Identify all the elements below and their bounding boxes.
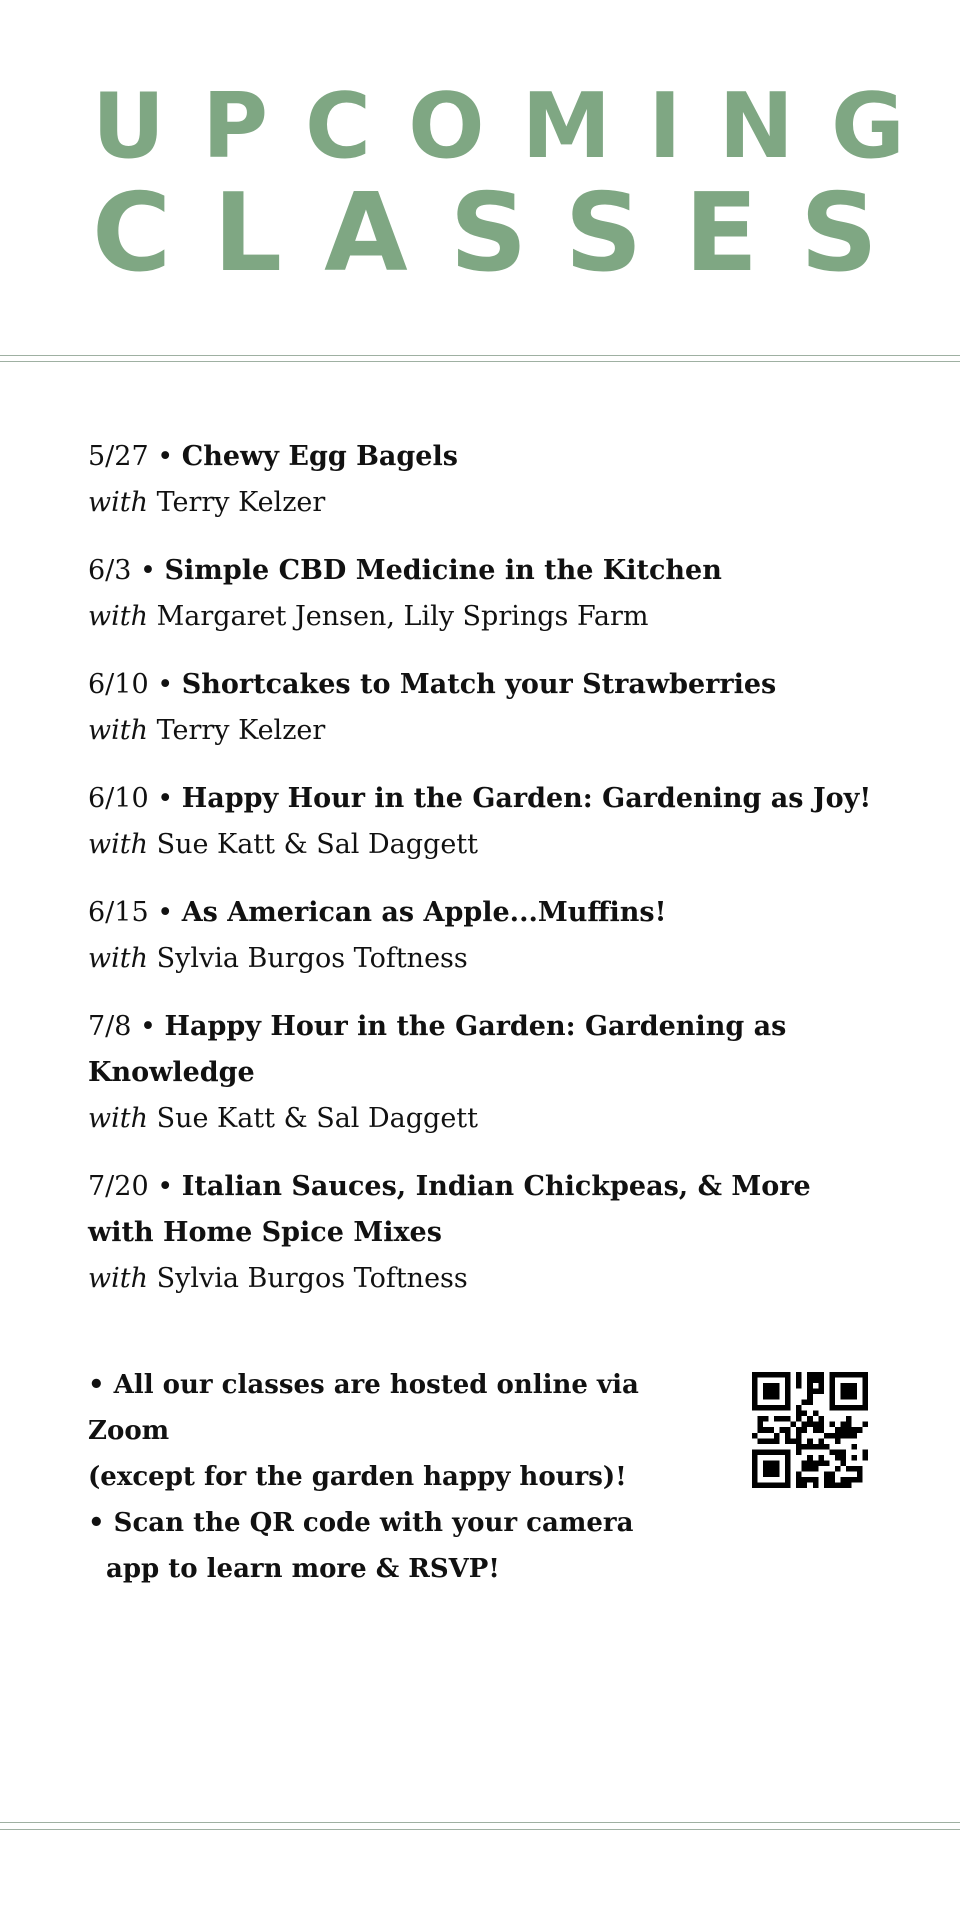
with-label: with xyxy=(88,943,148,974)
note-line: • All our classes are hosted online via Zoom xyxy=(88,1370,639,1446)
class-instructor-line xyxy=(88,594,908,640)
class-title: As American as Apple...Muffins! xyxy=(181,897,667,928)
class-instructor: Margaret Jensen, Lily Springs Farm xyxy=(156,601,649,632)
class-date: 6/10 xyxy=(88,669,149,700)
class-heading: 7/8 • Happy Hour in the Garden: Gardening as Knowledge xyxy=(88,1011,787,1088)
with-label: with xyxy=(88,829,148,860)
class-title: Happy Hour in the Garden: Gardening as Joy! xyxy=(181,783,872,814)
page-title-line-1: UPCOMING xyxy=(92,74,942,179)
class-list xyxy=(88,434,908,1324)
class-title: Simple CBD Medicine in the Kitchen xyxy=(164,555,722,586)
class-instructor-line xyxy=(88,822,908,868)
with-label: with xyxy=(88,1103,148,1134)
class-item xyxy=(88,890,908,982)
class-instructor-line xyxy=(88,708,908,754)
class-instructor: Sylvia Burgos Toftness xyxy=(156,943,468,974)
divider-top-1 xyxy=(0,355,960,356)
class-date: 7/20 xyxy=(88,1171,149,1202)
class-heading: 7/20 • Italian Sauces, Indian Chickpeas, & More xyxy=(88,1171,811,1202)
class-item xyxy=(88,1164,908,1302)
note-line-indented xyxy=(88,1546,728,1592)
class-instructor-line xyxy=(88,936,908,982)
class-heading: 6/10 • Happy Hour in the Garden: Gardening as Joy! xyxy=(88,783,872,814)
with-label: with xyxy=(88,1263,148,1294)
class-instructor: Terry Kelzer xyxy=(156,715,326,746)
info-notes xyxy=(88,1362,728,1592)
class-item xyxy=(88,776,908,868)
class-date: 5/27 xyxy=(88,441,149,472)
class-heading: 6/10 • Shortcakes to Match your Strawberries xyxy=(88,669,777,700)
class-title: Happy Hour in the Garden: Gardening as Knowledge xyxy=(88,1011,787,1088)
note-text: app to learn more & RSVP! xyxy=(106,1554,500,1584)
class-item xyxy=(88,1004,908,1142)
note-line: (except for the garden happy hours)! xyxy=(88,1462,627,1492)
divider-bottom-2 xyxy=(0,1829,960,1830)
class-date: 6/10 xyxy=(88,783,149,814)
with-label: with xyxy=(88,487,148,518)
with-label: with xyxy=(88,715,148,746)
with-label: with xyxy=(88,601,148,632)
note-line: • Scan the QR code with your camera xyxy=(88,1508,634,1538)
page-title-line-2: CLASSES xyxy=(92,171,920,296)
class-title-continued: with Home Spice Mixes xyxy=(88,1217,442,1248)
class-title: Shortcakes to Match your Strawberries xyxy=(181,669,777,700)
class-heading: 6/15 • As American as Apple...Muffins! xyxy=(88,897,667,928)
class-item xyxy=(88,434,908,526)
class-date: 6/3 xyxy=(88,555,132,586)
class-item xyxy=(88,548,908,640)
class-instructor-line xyxy=(88,480,908,526)
class-instructor: Sylvia Burgos Toftness xyxy=(156,1263,468,1294)
class-title: Italian Sauces, Indian Chickpeas, & More xyxy=(181,1171,811,1202)
divider-bottom-1 xyxy=(0,1822,960,1823)
divider-top-2 xyxy=(0,361,960,362)
class-instructor: Sue Katt & Sal Daggett xyxy=(156,829,479,860)
class-instructor-line xyxy=(88,1256,908,1302)
class-date: 7/8 xyxy=(88,1011,132,1042)
class-instructor: Sue Katt & Sal Daggett xyxy=(156,1103,479,1134)
class-instructor-line xyxy=(88,1096,908,1142)
class-title: Chewy Egg Bagels xyxy=(181,441,458,472)
class-instructor: Terry Kelzer xyxy=(156,487,326,518)
class-heading: 6/3 • Simple CBD Medicine in the Kitchen xyxy=(88,555,722,586)
class-date: 6/15 xyxy=(88,897,149,928)
class-item xyxy=(88,662,908,754)
qr-code-icon[interactable] xyxy=(752,1372,868,1488)
class-heading: 5/27 • Chewy Egg Bagels xyxy=(88,441,458,472)
